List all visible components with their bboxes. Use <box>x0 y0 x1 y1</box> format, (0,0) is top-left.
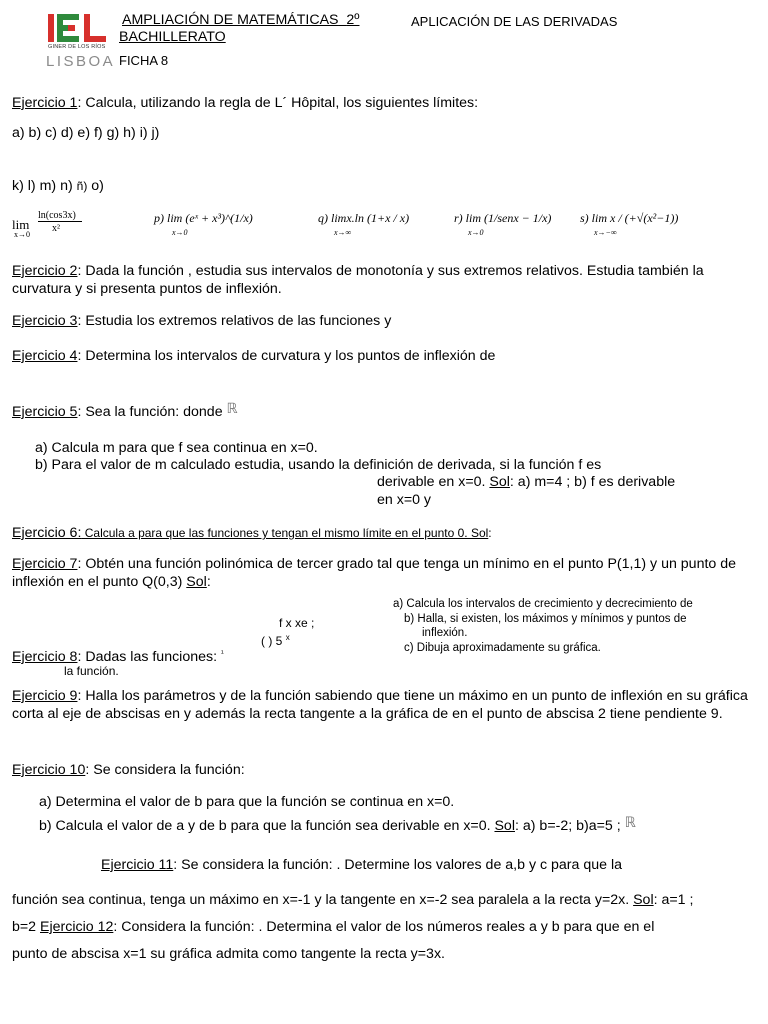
ex12-statement: b=2 Ejercicio 12: Considera la función: . Determina el valor de los números reales a y b para que en el <box>12 919 655 935</box>
ex5-part-b: b) Para el valor de m calculado estudia, usando la definición de derivada, si la función f es <box>35 457 602 473</box>
ex7-statement: Ejercicio 7: Obtén una función polinómica de tercer grado tal que tenga un mínimo en el punto P(1,1) y un punto de inflexión en el punto Q(0,3) Sol: <box>12 556 737 591</box>
reals-icon: ℝ <box>624 815 636 831</box>
ex10-statement: Ejercicio 10: Se considera la función: <box>12 762 245 778</box>
ex11-statement: Ejercicio 11: Se considera la función: . Determine los valores de a,b y c para que la <box>101 857 623 873</box>
ex3-statement: Ejercicio 3: Estudia los extremos relativos de las funciones y <box>12 313 392 329</box>
header-title: AMPLIACIÓN DE MATEMÁTICAS 2º <box>122 12 360 28</box>
ex11-line2: función sea continua, tenga un máximo en x=-1 y la tangente en x=-2 sea paralela a la recta y=2x. Sol: a=1 ; <box>12 892 694 908</box>
header-course: BACHILLERATO <box>119 29 226 45</box>
ex8-part-c: c) Dibuja aproximadamente su gráfica. <box>404 642 601 654</box>
ex6-statement: Ejercicio 6: Calcula a para que las funciones y tengan el mismo límite en el punto 0. Sol: <box>12 525 492 541</box>
limit-r: r) lim (1/senx − 1/x) x→0 <box>454 211 552 237</box>
limit-p: p) lim (eˣ + x³)^(1/x) x→0 <box>154 211 253 237</box>
limit-s: s) lim x / (+√(x²−1)) x→−∞ <box>580 211 679 237</box>
limit-ln-cos: lim x→0 ln(cos3x) x² <box>12 209 92 243</box>
ex10-part-b: b) Calcula el valor de a y de b para que la función sea derivable en x=0. Sol: a) b=-2; b)a=5 ; ℝ <box>39 815 636 834</box>
ex8-statement: Ejercicio 8: Dadas las funciones: $^{^1}$ <box>12 648 224 665</box>
ex9-statement: Ejercicio 9: Halla los parámetros y de la función sabiendo que tiene un máximo en un punto de inflexión en su gráfica corta al eje de abscisas en y además la recta tangente a la gráfica de en el punto de abscisa 2 tiene pendiente 9. <box>12 688 748 723</box>
header-subject: APLICACIÓN DE LAS DERIVADAS <box>411 14 618 29</box>
ex5-statement: Ejercicio 5: Sea la función: donde ℝ <box>12 400 238 420</box>
reals-icon: ℝ <box>226 400 238 416</box>
ex2-statement: Ejercicio 2: Dada la función , estudia sus intervalos de monotonía y sus extremos relativos. Estudia también la curvatura y si presenta puntos de inflexión. <box>12 263 704 298</box>
ex8-tail: la función. <box>64 664 119 678</box>
ex4-statement: Ejercicio 4: Determina los intervalos de curvatura y los puntos de inflexión de <box>12 348 496 364</box>
logo-city-text: LISBOA <box>46 53 116 70</box>
ex1-statement: Ejercicio 1: Calcula, utilizando la regla de L´ Hôpital, los siguientes límites: <box>12 95 479 111</box>
header-sheet: FICHA 8 <box>119 53 169 68</box>
ex5-part-b-line3: en x=0 y <box>377 492 432 508</box>
logo-school-text: GINER DE LOS RÍOS <box>48 44 106 50</box>
ex1-row2: k) l) m) n) ñ) o) <box>12 178 104 194</box>
ex8-part-b: b) Halla, si existen, los máximos y mínimos y puntos de <box>404 613 687 625</box>
ex1-row1: a) b) c) d) e) f) g) h) i) j) <box>12 125 160 141</box>
school-logo <box>46 12 116 76</box>
ex8-function-g: ( ) 5 $^x$ <box>261 633 290 648</box>
ex12-line2: punto de abscisa x=1 su gráfica admita como tangente la recta y=3x. <box>12 946 445 962</box>
ex8-part-b-line2: inflexión. <box>422 627 468 639</box>
ex5-part-a: a) Calcula m para que f sea continua en x=0. <box>35 440 318 456</box>
ex8-part-a: a) Calcula los intervalos de crecimiento y decrecimiento de <box>393 598 693 610</box>
ex10-part-a: a) Determina el valor de b para que la función se continua en x=0. <box>39 794 455 810</box>
ex8-function-f: f x xe ; <box>279 616 315 630</box>
ex5-part-b-line2: derivable en x=0. Sol: a) m=4 ; b) f es derivable <box>377 474 676 490</box>
limit-q: q) limx.ln (1+x / x) x→∞ <box>318 211 410 237</box>
